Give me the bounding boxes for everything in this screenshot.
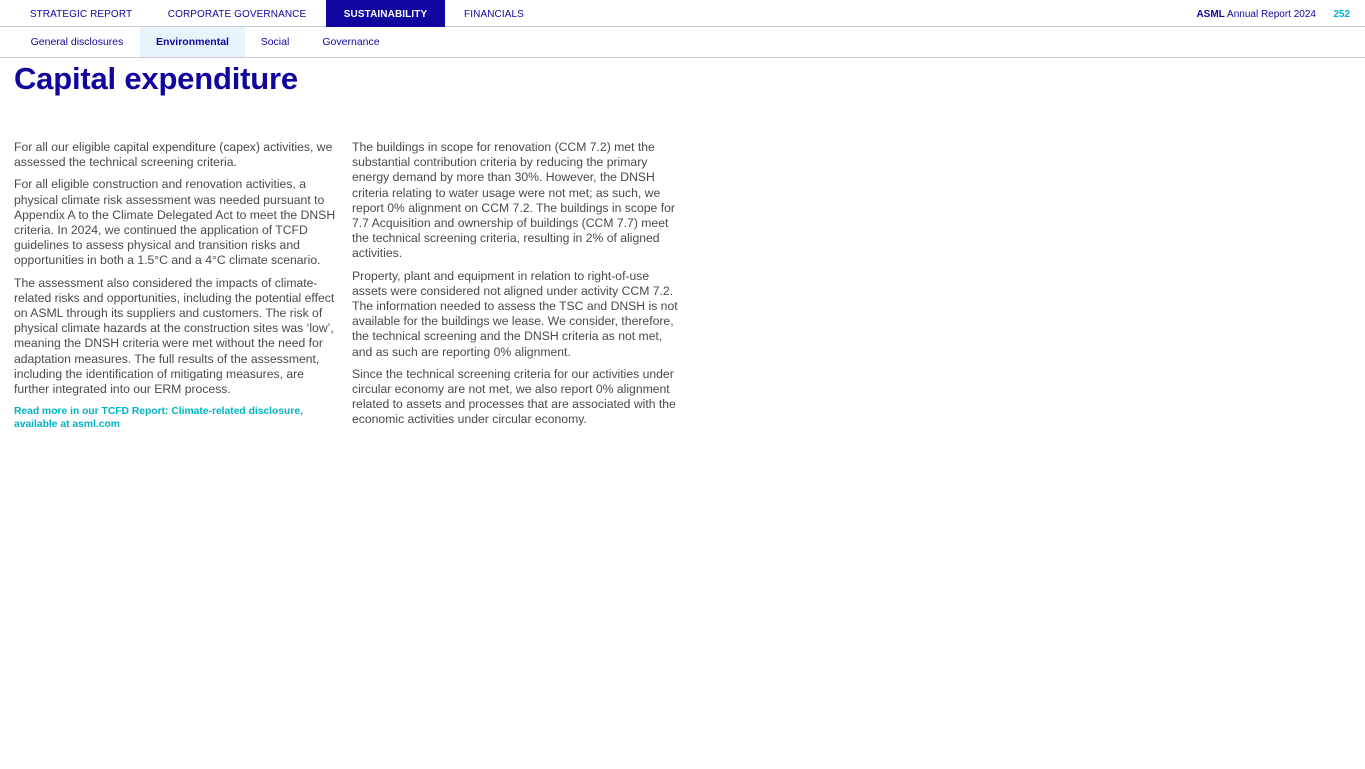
top-navigation — [0, 0, 1365, 27]
brand-name: ASML — [1196, 9, 1225, 20]
page-title: Capital expenditure — [14, 61, 298, 96]
subtab-environmental[interactable]: Environmental — [140, 27, 245, 57]
paragraph: Property, plant and equipment in relation to right-of-use assets were considered not aligned under activity CCM 7.2. The information needed to assess the TSC and DNSH is not available for the buildings we lease. We consider, therefore, the technical screening and the DNSH criteria as not met, and as such are reporting 0% alignment. — [352, 268, 678, 359]
link-line-1[interactable]: Read more in our TCFD Report: Climate-related disclosure, — [14, 406, 303, 418]
page-number: 252 — [1333, 9, 1350, 20]
brand-suffix: Annual Report 2024 — [1227, 9, 1316, 20]
paragraph: Since the technical screening criteria for our activities under circular economy are not met, we also report 0% alignment related to assets and processes that are associated with the economic activities under circular economy. — [352, 366, 676, 427]
subtab-governance[interactable]: Governance — [322, 36, 380, 48]
tab-sustainability[interactable]: SUSTAINABILITY — [326, 0, 445, 27]
subtab-general-disclosures[interactable]: General disclosures — [30, 36, 124, 48]
tab-financials[interactable]: FINANCIALS — [464, 9, 524, 20]
text-column-left — [14, 140, 338, 431]
subtab-social[interactable]: Social — [260, 36, 290, 48]
sub-navigation — [0, 27, 1365, 58]
tcfd-report-link[interactable] — [14, 405, 338, 431]
tab-corporate-governance[interactable]: CORPORATE GOVERNANCE — [167, 9, 307, 20]
paragraph: For all eligible construction and renovation activities, a physical climate risk assessment was needed pursuant to Appendix A to the Climate Delegated Act to meet the DNSH criteria. In 2024, we continued the application of TCFD guidelines to assess physical and transition risks and opportunities in both a 1.5°C and a 4°C climate scenario. — [14, 177, 336, 268]
paragraph: The assessment also considered the impacts of climate-related risks and opportunities, including the potential effect on ASML through its suppliers and customers. The risk of physical climate hazards at the construction sites was ‘low’, meaning the DNSH criteria were met without the need for adaptation measures. The full results of the assessment, including the identification of mitigating measures, are further integrated into our ERM process. — [14, 275, 335, 397]
tab-strategic-report[interactable]: STRATEGIC REPORT — [29, 9, 133, 20]
text-column-right — [352, 140, 678, 435]
report-brand — [1196, 0, 1316, 29]
paragraph: The buildings in scope for renovation (CCM 7.2) met the substantial contribution criteria by reducing the primary energy demand by more than 30%. However, the DNSH criteria relating to water usage were not met; as such, we report 0% alignment on CCM 7.2. The buildings in scope for 7.7 Acquisition and ownership of buildings (CCM 7.7) meet the technical screening criteria, resulting in 2% of aligned activities. — [352, 140, 675, 261]
link-line-2[interactable]: available at asml.com — [14, 419, 120, 431]
paragraph: For all our eligible capital expenditure (capex) activities, we assessed the technical screening criteria. — [14, 140, 333, 170]
